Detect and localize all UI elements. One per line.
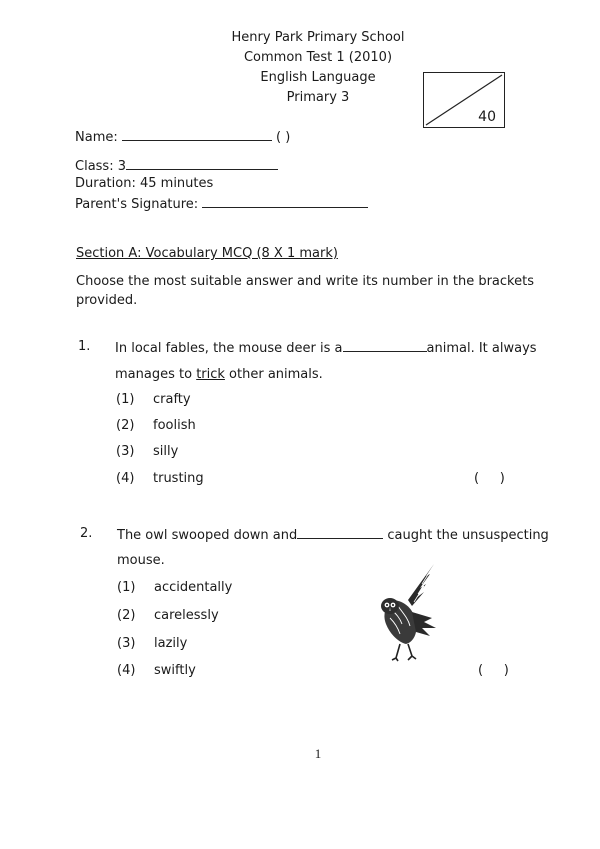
question-2-option-4[interactable] bbox=[117, 663, 196, 678]
level-title: Primary 3 bbox=[286, 90, 350, 105]
option-number: (1) bbox=[116, 392, 135, 407]
question-2-number: 2. bbox=[80, 526, 93, 541]
parent-signature-blank[interactable] bbox=[202, 195, 368, 208]
question-2-blank[interactable] bbox=[297, 526, 383, 539]
option-text: silly bbox=[153, 444, 179, 459]
option-text: carelessly bbox=[154, 608, 219, 623]
option-text: swiftly bbox=[154, 663, 196, 678]
option-number: (3) bbox=[116, 444, 135, 459]
option-text: lazily bbox=[154, 636, 188, 651]
owl-illustration bbox=[372, 562, 444, 662]
option-number: (2) bbox=[116, 418, 135, 433]
question-1-text-before: In local fables, the mouse deer is a bbox=[115, 341, 343, 356]
index-number-paren: ( ) bbox=[276, 130, 291, 145]
question-1-line-1 bbox=[115, 339, 547, 356]
question-1-line-2-before: manages to bbox=[115, 367, 197, 382]
instruction-line-1: Choose the most suitable answer and write its number in the brackets bbox=[76, 274, 534, 289]
question-1-answer-bracket[interactable]: ( ) bbox=[474, 471, 505, 486]
score-box bbox=[423, 72, 505, 128]
option-text: trusting bbox=[153, 471, 204, 486]
name-label: Name: bbox=[75, 130, 118, 145]
option-number: (3) bbox=[117, 636, 136, 651]
name-field[interactable] bbox=[75, 128, 290, 145]
class-blank[interactable] bbox=[126, 157, 278, 170]
option-text: accidentally bbox=[154, 580, 233, 595]
subject-title: English Language bbox=[260, 70, 376, 85]
question-1-line-2-after: other animals. bbox=[224, 367, 323, 382]
question-1-line-2 bbox=[115, 367, 323, 382]
question-1-option-4[interactable] bbox=[116, 471, 204, 486]
option-number: (4) bbox=[117, 663, 136, 678]
class-label: Class: 3 bbox=[75, 159, 126, 174]
question-1-blank[interactable] bbox=[343, 339, 427, 352]
question-1-option-3[interactable] bbox=[116, 444, 179, 459]
question-1-keyword: trick bbox=[196, 367, 225, 382]
page-number: 1 bbox=[314, 746, 322, 761]
question-2-option-2[interactable] bbox=[117, 608, 219, 623]
question-1-option-2[interactable] bbox=[116, 418, 196, 433]
class-field[interactable] bbox=[75, 157, 278, 174]
question-1-number: 1. bbox=[78, 339, 91, 354]
question-1-option-1[interactable] bbox=[116, 392, 191, 407]
test-title: Common Test 1 (2010) bbox=[243, 50, 393, 65]
option-number: (1) bbox=[117, 580, 136, 595]
question-2-text-after: caught the unsuspecting bbox=[387, 528, 549, 543]
question-2-line-1 bbox=[117, 526, 549, 543]
question-2-text-before: The owl swooped down and bbox=[117, 528, 298, 543]
duration-text: Duration: 45 minutes bbox=[75, 176, 214, 191]
name-blank[interactable] bbox=[122, 128, 272, 141]
question-1-text-after: animal. It always bbox=[426, 341, 537, 356]
question-2-option-1[interactable] bbox=[117, 580, 233, 595]
school-name: Henry Park Primary School bbox=[231, 30, 405, 45]
question-2-answer-bracket[interactable]: ( ) bbox=[478, 663, 509, 678]
option-number: (4) bbox=[116, 471, 135, 486]
option-number: (2) bbox=[117, 608, 136, 623]
score-total: 40 bbox=[478, 109, 496, 125]
instruction-line-2: provided. bbox=[76, 293, 138, 308]
parent-signature-label: Parent's Signature: bbox=[75, 197, 199, 212]
option-text: crafty bbox=[153, 392, 191, 407]
parent-signature-field[interactable] bbox=[75, 195, 368, 212]
section-title: Section A: Vocabulary MCQ (8 X 1 mark) bbox=[76, 246, 338, 261]
question-2-line-2: mouse. bbox=[117, 553, 165, 568]
option-text: foolish bbox=[153, 418, 196, 433]
question-2-option-3[interactable] bbox=[117, 636, 188, 651]
